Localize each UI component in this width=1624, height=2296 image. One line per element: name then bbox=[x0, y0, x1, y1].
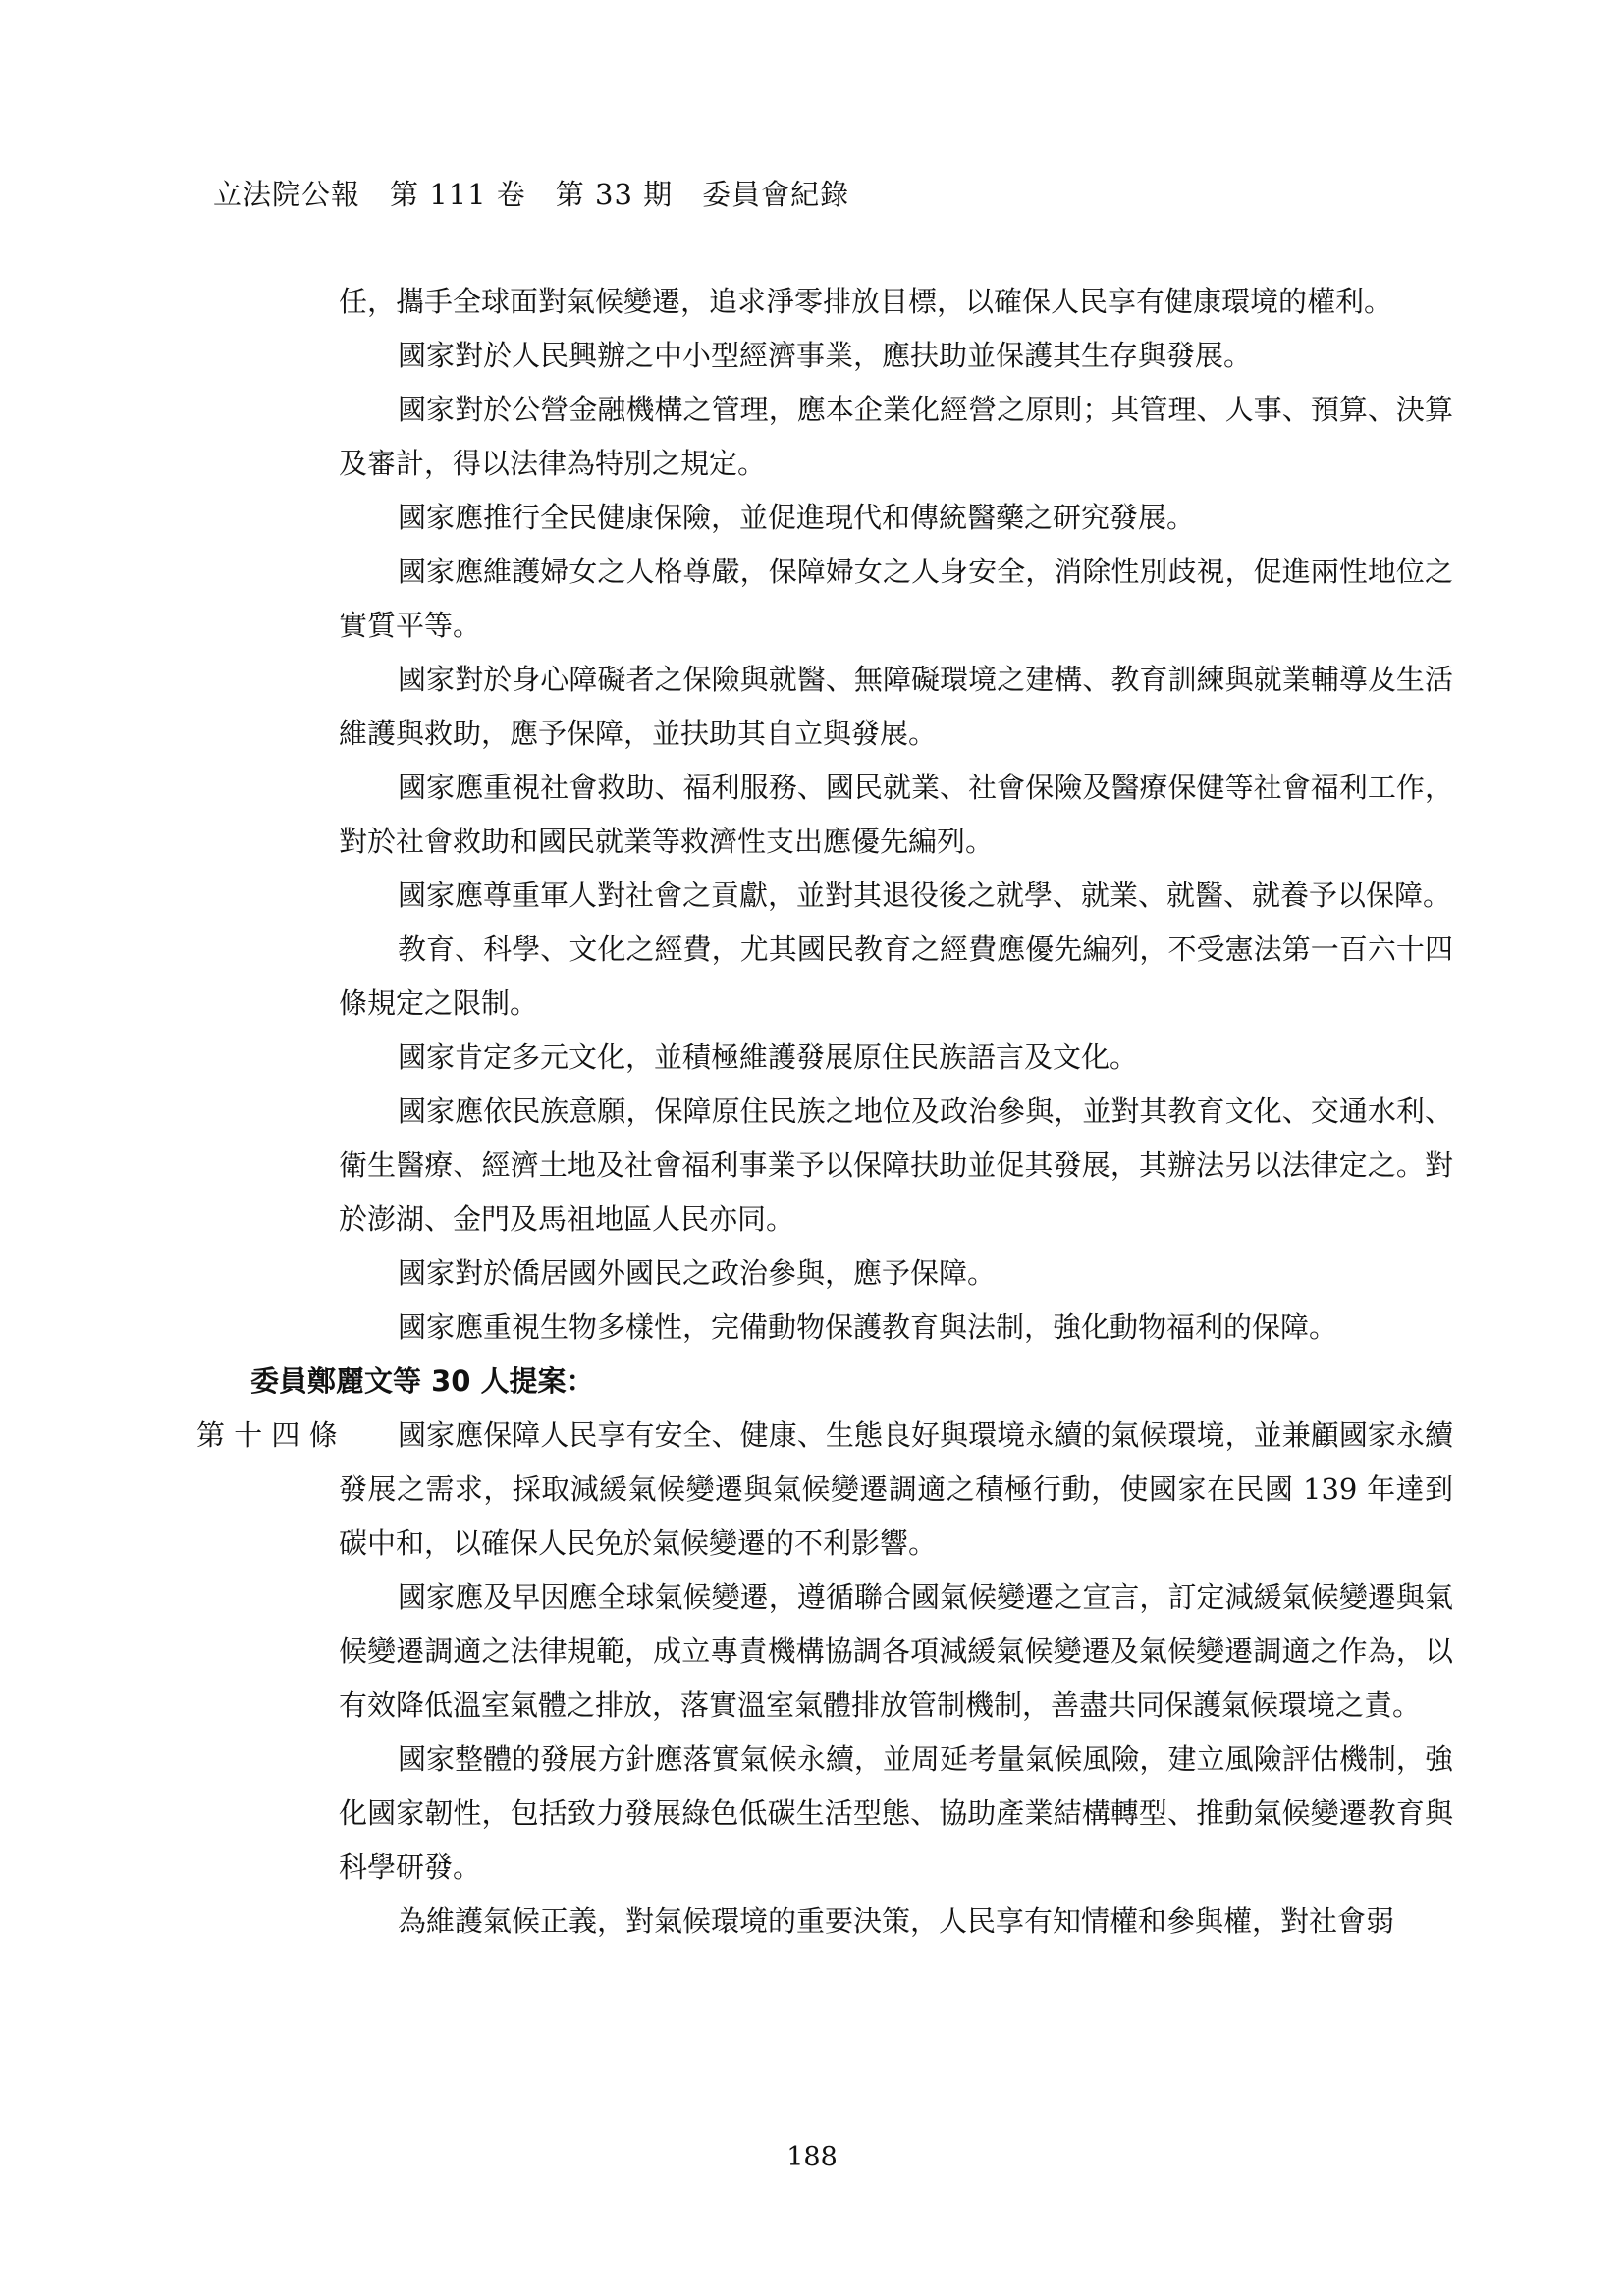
paragraphs-before bbox=[339, 275, 1453, 1355]
paragraph: 國家對於人民興辦之中小型經濟事業，應扶助並保護其生存與發展。 bbox=[398, 339, 1253, 372]
paragraph: 國家對於公營金融機構之管理，應本企業化經營之原則；其管理、人事、預算、決算及審計，得以法律為特別之規定。 bbox=[339, 393, 1453, 480]
paragraph: 任，攜手全球面對氣候變遷，追求淨零排放目標，以確保人民享有健康環境的權利。 bbox=[339, 285, 1393, 318]
paragraph: 國家應推行全民健康保險，並促進現代和傳統醫藥之研究發展。 bbox=[398, 501, 1196, 534]
article-label: 第 十 四 條 bbox=[196, 1418, 338, 1452]
paragraph: 國家應重視社會救助、福利服務、國民就業、社會保險及醫療保健等社會福利工作，對於社會救助和國民就業等救濟性支出應優先編列。 bbox=[339, 771, 1453, 858]
paragraph: 為維護氣候正義，對氣候環境的重要決策，人民享有知情權和參與權，對社會弱 bbox=[398, 1904, 1395, 1938]
paragraph: 國家應維護婦女之人格尊嚴，保障婦女之人身安全，消除性別歧視，促進兩性地位之實質平等。 bbox=[339, 555, 1453, 642]
article-paragraphs bbox=[339, 1409, 1453, 1949]
proposer-heading: 委員鄭麗文等 30 人提案： bbox=[250, 1364, 595, 1398]
paragraph: 國家對於僑居國外國民之政治參與，應予保障。 bbox=[398, 1256, 997, 1290]
paragraph: 國家整體的發展方針應落實氣候永續，並周延考量氣候風險，建立風險評估機制，強化國家韌性，包括致力發展綠色低碳生活型態、協助產業結構轉型、推動氣候變遷教育與科學研發。 bbox=[339, 1742, 1453, 1884]
paragraph: 國家應保障人民享有安全、健康、生態良好與環境永續的氣候環境，並兼顧國家永續發展之需求，採取減緩氣候變遷與氣候變遷調適之積極行動，使國家在民國 139 年達到碳中和，以確保人民免於氣候變遷的不利影響。 bbox=[339, 1418, 1453, 1560]
paragraph: 國家應尊重軍人對社會之貢獻，並對其退役後之就學、就業、就醫、就養予以保障。 bbox=[398, 879, 1452, 912]
paragraph: 國家應重視生物多樣性，完備動物保護教育與法制，強化動物福利的保障。 bbox=[398, 1310, 1338, 1344]
paragraph: 國家肯定多元文化，並積極維護發展原住民族語言及文化。 bbox=[398, 1041, 1139, 1074]
article-14 bbox=[196, 1409, 1453, 1949]
paragraph: 國家應依民族意願，保障原住民族之地位及政治參與，並對其教育文化、交通水利、衛生醫療、經濟土地及社會福利事業予以保障扶助並促其發展，其辦法另以法律定之。對於澎湖、金門及馬祖地區人民亦同。 bbox=[339, 1095, 1453, 1236]
gazette-header: 立法院公報 第 111 卷 第 33 期 委員會紀錄 bbox=[213, 178, 850, 211]
document-body bbox=[196, 275, 1453, 1949]
paragraph: 教育、科學、文化之經費，尤其國民教育之經費應優先編列，不受憲法第一百六十四條規定之限制。 bbox=[339, 933, 1453, 1020]
paragraph: 國家對於身心障礙者之保險與就醫、無障礙環境之建構、教育訓練與就業輔導及生活維護與救助，應予保障，並扶助其自立與發展。 bbox=[339, 663, 1453, 750]
page-number: 188 bbox=[786, 2142, 838, 2172]
paragraph: 國家應及早因應全球氣候變遷，遵循聯合國氣候變遷之宣言，訂定減緩氣候變遷與氣候變遷調適之法律規範，成立專責機構協調各項減緩氣候變遷及氣候變遷調適之作為，以有效降低溫室氣體之排放，落實溫室氣體排放管制機制，善盡共同保護氣候環境之責。 bbox=[339, 1580, 1453, 1722]
